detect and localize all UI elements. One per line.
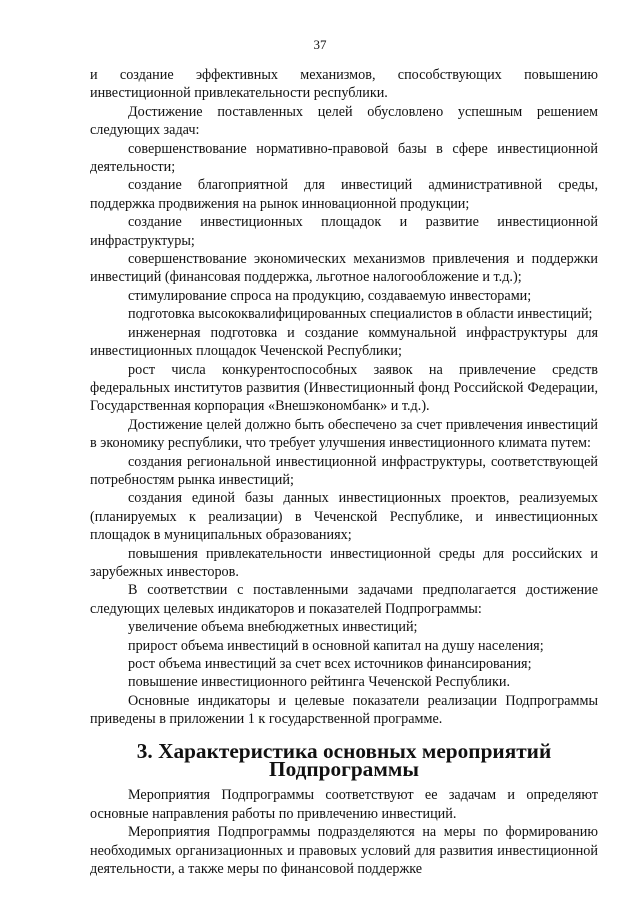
task-item: совершенствование экономических механизмов привлечения и поддержки инвестиций (финансовая поддержка, льготное налогообложение и т.д.);: [90, 251, 598, 286]
task-item: подготовка высококвалифицированных специалистов в области инвестиций;: [128, 306, 593, 323]
indicator-item: рост объема инвестиций за счет всех источников финансирования;: [128, 656, 532, 672]
paragraph: Достижение целей должно быть обеспечено за счет привлечения инвестиций в экономику республики, что требует улучшения инвестиционного климата путем:: [90, 416, 598, 452]
task-item: создание инвестиционных площадок и развитие инвестиционной инфраструктуры;: [90, 214, 598, 249]
indicator-item: увеличение объема внебюджетных инвестиций;: [128, 619, 418, 636]
task-item: стимулирование спроса на продукцию, создаваемую инвесторами;: [128, 287, 532, 304]
indicator-item: повышение инвестиционного рейтинга Чеченской Республики.: [128, 674, 511, 691]
paragraph: В соответствии с поставленными задачами предполагается достижение следующих целевых индикаторов и показателей Подпрограммы:: [90, 582, 598, 617]
paragraph: Достижение поставленных целей обусловлено успешным решением следующих задач:: [90, 103, 598, 139]
measure-item: создания единой базы данных инвестиционных проектов, реализуемых (планируемых к реализации) в Чеченской Республике, и инвестиционных площадок в муниципальных образованиях;: [90, 490, 598, 544]
page-number: 37: [313, 37, 327, 52]
section-heading: 3. Характеристика основных мероприятий Подпрограммы: [136, 738, 552, 782]
task-item: инженерная подготовка и создание коммунальной инфраструктуры для инвестиционных площадок Чеченской Республики;: [90, 324, 598, 360]
task-item: создание благоприятной для инвестиций административной среды, поддержка продвижения на рынок инновационной продукции;: [90, 177, 598, 212]
measure-item: повышения привлекательности инвестиционной среды для российских и зарубежных инвесторов.: [90, 545, 598, 580]
task-item: совершенствование нормативно-правовой базы в сфере инвестиционной деятельности;: [90, 140, 598, 176]
paragraph: Мероприятия Подпрограммы подразделяются на меры по формированию необходимых организационных и правовых условий для развития инвестиционной деятельности, а также меры по финансовой поддержке: [90, 824, 598, 878]
paragraph: Основные индикаторы и целевые показатели реализации Подпрограммы приведены в приложении 1 к государственной программе.: [90, 692, 598, 728]
measure-item: создания региональной инвестиционной инфраструктуры, соответствующей потребностям рынка инвестиций;: [90, 453, 598, 488]
task-item: рост числа конкурентоспособных заявок на привлечение средств федеральных институтов развития (Инвестиционный фонд Российской Федерации, Государственная корпорация «Внешэкономбанк» и т.д.).: [90, 361, 598, 415]
document-body: [90, 66, 598, 878]
paragraph: и создание эффективных механизмов, способствующих повышению инвестиционной привлекательности республики.: [90, 67, 598, 102]
paragraph: Мероприятия Подпрограммы соответствуют ее задачам и определяют основные направления работы по привлечению инвестиций.: [90, 787, 598, 822]
indicator-item: прирост объема инвестиций в основной капитал на душу населения;: [128, 637, 544, 654]
